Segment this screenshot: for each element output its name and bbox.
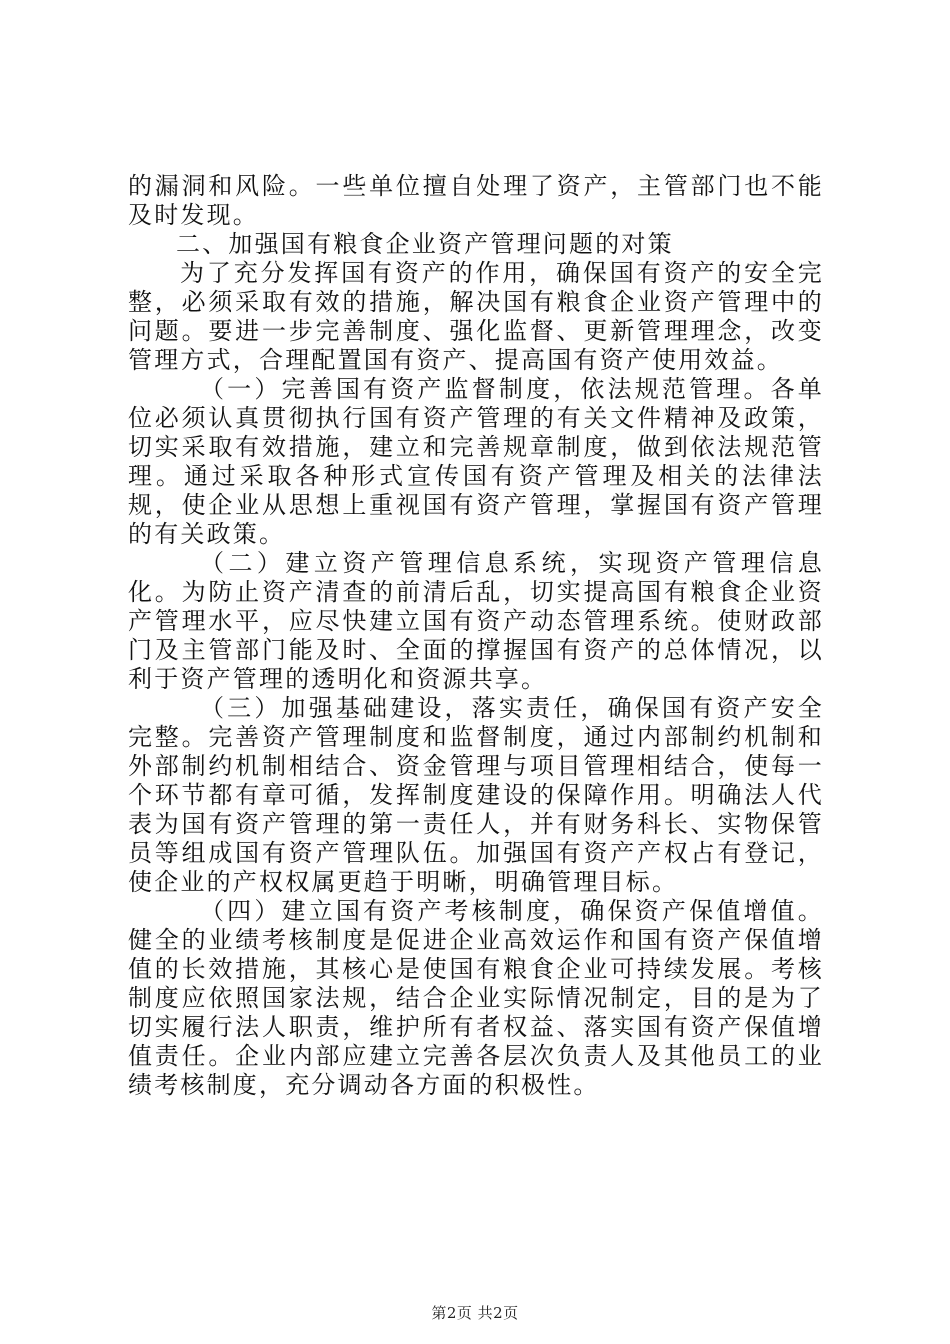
paragraph-intro: 为了充分发挥国有资产的作用，确保国有资产的安全完整，必须采取有效的措施，解决国有粮食企业资产管理中的问题。要进一步完善制度、强化监督、更新管理理念，改变管理方式，合理配置国有资产、提高国有资产使用效益。 — [128, 259, 824, 374]
paragraph-item-3: （三）加强基础建设，落实责任，确保国有资产安全完整。完善资产管理制度和监督制度，通过内部制约机制和外部制约机制相结合、资金管理与项目管理相结合，使每一个环节都有章可循，发挥制度建设的保障作用。明确法人代表为国有资产管理的第一责任人，并有财务科长、实物保管员等组成国有资产管理队伍。加强国有资产产权占有登记，使企业的产权权属更趋于明晰，明确管理目标。 — [128, 694, 824, 896]
paragraph-item-1: （一）完善国有资产监督制度，依法规范管理。各单位必须认真贯彻执行国有资产管理的有关文件精神及政策，切实采取有效措施，建立和完善规章制度，做到依法规范管理。通过采取各种形式宣传国有资产管理及相关的法律法规，使企业从思想上重视国有资产管理，掌握国有资产管理的有关政策。 — [128, 375, 824, 548]
paragraph-item-2: （二）建立资产管理信息系统，实现资产管理信息化。为防止资产清查的前清后乱，切实提高国有粮食企业资产管理水平，应尽快建立国有资产动态管理系统。使财政部门及主管部门能及时、全面的撑握国有资产的总体情况，以利于资产管理的透明化和资源共享。 — [128, 549, 824, 693]
page-number-footer: 第2页 共2页 — [431, 1304, 519, 1322]
section-heading: 二、加强国有粮食企业资产管理问题的对策 — [176, 230, 674, 258]
document-body — [128, 172, 824, 1100]
paragraph-continuation: 的漏洞和风险。一些单位擅自处理了资产，主管部门也不能及时发现。 — [128, 172, 824, 229]
paragraph-item-4: （四）建立国有资产考核制度，确保资产保值增值。健全的业绩考核制度是促进企业高效运作和国有资产保值增值的长效措施，其核心是使国有粮食企业可持续发展。考核制度应依照国家法规，结合企业实际情况制定，目的是为了切实履行法人职责，维护所有者权益、落实国有资产保值增值责任。企业内部应建立完善各层次负责人及其他员工的业绩考核制度，充分调动各方面的积极性。 — [128, 897, 824, 1099]
